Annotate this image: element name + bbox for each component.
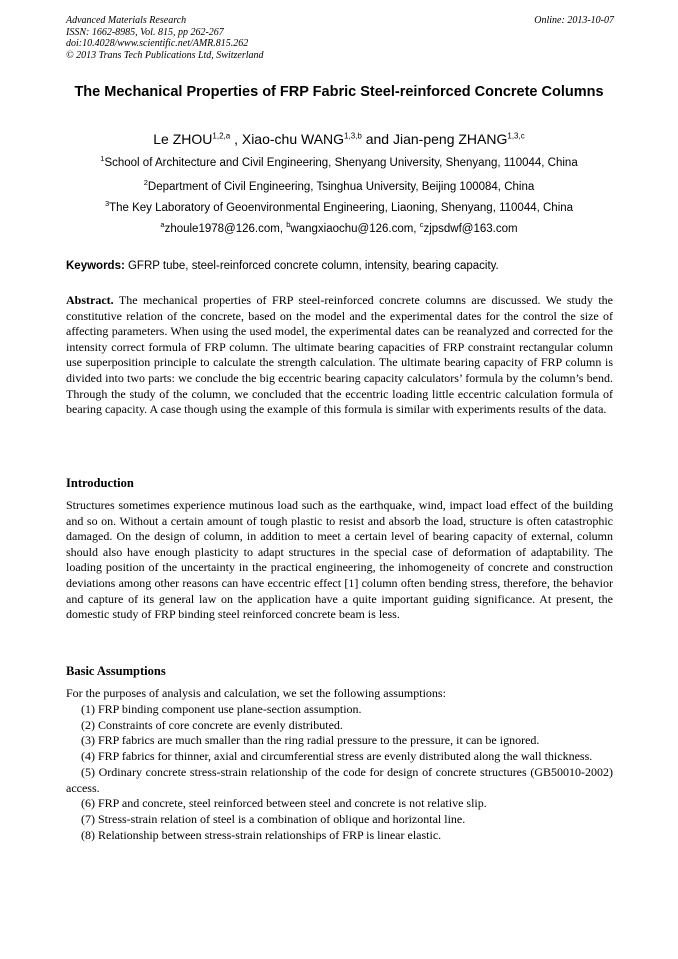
- assumptions-intro: For the purposes of analysis and calculation, we set the following assumptions:: [66, 686, 446, 700]
- doi: doi:10.4028/www.scientific.net/AMR.815.262: [66, 38, 249, 49]
- list-item: (3) FRP fabrics are much smaller than the ring radial pressure to the pressure, it can be ignored.: [81, 733, 540, 748]
- list-item: (1) FRP binding component use plane-section assumption.: [81, 702, 362, 716]
- affiliation-text: School of Architecture and Civil Engineering, Shenyang University, Shenyang, 110044, China: [104, 157, 578, 169]
- affiliation-superscript: 3: [104, 199, 110, 209]
- email-line: [40, 222, 638, 236]
- section-heading-basic-assumptions: Basic Assumptions: [66, 664, 166, 678]
- affiliation: [40, 156, 638, 170]
- list-item: (6) FRP and concrete, steel reinforced between steel and concrete is not relative slip.: [81, 796, 487, 811]
- abstract-text: The mechanical properties of FRP steel-reinforced concrete columns are discussed. We study the constitutive relation of the concrete, based on the model and the experimental dates for the control the size of affecting parameters. When using the used model, the experimental dates can be reanalyzed and corrected for the intensity correct formula of FRP column. The ultimate bearing capacities of FRP constraint rectangular column use superposition principle to calculate the strength calculation. The ultimate bearing capacity of FRP column is divided into two parts: we conclude the big eccentric bearing capacity calculators’ formula by the column’s bend. Through the study of the column, we concluded that the eccentric loading little eccentric calculation formula of bearing capacity. A case though using the example of this formula is similar with experiments results of the data.: [66, 293, 613, 417]
- copyright: © 2013 Trans Tech Publications Ltd, Switzerland: [66, 49, 264, 61]
- keywords-label: Keywords:: [66, 260, 125, 272]
- abstract: [66, 293, 613, 418]
- list-item: (8) Relationship between stress-strain relationships of FRP is linear elastic.: [81, 827, 442, 842]
- author-separator: ,: [230, 131, 242, 147]
- abstract-label: Abstract.: [66, 293, 114, 307]
- email-superscript: c: [419, 220, 424, 230]
- keywords-text: GFRP tube, steel-reinforced concrete column, intensity, bearing capacity.: [124, 260, 499, 272]
- email: zhoule1978@126.com,: [164, 223, 287, 235]
- author-line: [66, 130, 612, 148]
- email-superscript: a: [160, 220, 165, 230]
- author-name: Le ZHOU: [153, 131, 213, 147]
- affiliation: [40, 201, 638, 215]
- author-superscript: 1,3,c: [507, 131, 525, 141]
- author-separator: and: [361, 131, 393, 147]
- issn: ISSN: 1662-8985, Vol. 815, pp 262-267: [66, 26, 224, 38]
- paper-title: The Mechanical Properties of FRP Fabric Steel-reinforced Concrete Columns: [74, 84, 604, 100]
- affiliation-text: Department of Civil Engineering, Tsinghua University, Beijing 100084, China: [147, 181, 535, 193]
- assumptions-list: [66, 702, 613, 843]
- list-item: (4) FRP fabrics for thinner, axial and circumferential stress are evenly distributed along the wall thickness.: [81, 749, 593, 764]
- journal-name: Advanced Materials Research: [66, 15, 187, 26]
- email: zjpsdwf@163.com: [423, 223, 518, 235]
- list-item: (5) Ordinary concrete stress-strain relationship of the code for design of concrete structures (GB50010-2002) access.: [66, 764, 613, 795]
- online-date: Online: 2013-10-07: [534, 15, 614, 26]
- author-name: Jian-peng ZHANG: [392, 131, 508, 147]
- keywords: [66, 259, 614, 273]
- author-name: Xiao-chu WANG: [241, 131, 345, 147]
- email-superscript: b: [286, 220, 291, 230]
- affiliation-text: The Key Laboratory of Geoenvironmental Engineering, Liaoning, Shenyang, 110044, China: [109, 202, 574, 214]
- introduction-paragraph: Structures sometimes experience mutinous load such as the earthquake, wind, impact load effect of the building and so on. Without a certain amount of tough plastic to resist and absorb the load, structure is often catastrophic damaged. On the design of column, in addition to meet a certain level of bearing capacity of external, column should also have enough plasticity to adapt structures in the special case of deformation of adaptability. The loading position of the uncertainty in the practical engineering, the inhomogeneity of concrete and construction deviations among other reasons can have eccentric effect [1] column often bending stress, therefore, the behavior and capture of its general law on the application have a quite important guiding significance. At present, the domestic study of FRP binding steel reinforced concrete beam is less.: [66, 498, 613, 622]
- list-item: (2) Constraints of core concrete are evenly distributed.: [81, 717, 343, 732]
- affiliation-superscript: 1: [100, 154, 105, 164]
- author-superscript: 1,3,b: [344, 131, 362, 141]
- list-item: (7) Stress-strain relation of steel is a combination of oblique and horizontal line.: [81, 811, 466, 826]
- email: wangxiaochu@126.com,: [290, 223, 420, 235]
- section-heading-introduction: Introduction: [66, 476, 134, 490]
- journal-header: [66, 15, 264, 61]
- author-superscript: 1,2,a: [212, 131, 231, 141]
- affiliation-superscript: 2: [143, 178, 148, 188]
- affiliation: [40, 180, 638, 194]
